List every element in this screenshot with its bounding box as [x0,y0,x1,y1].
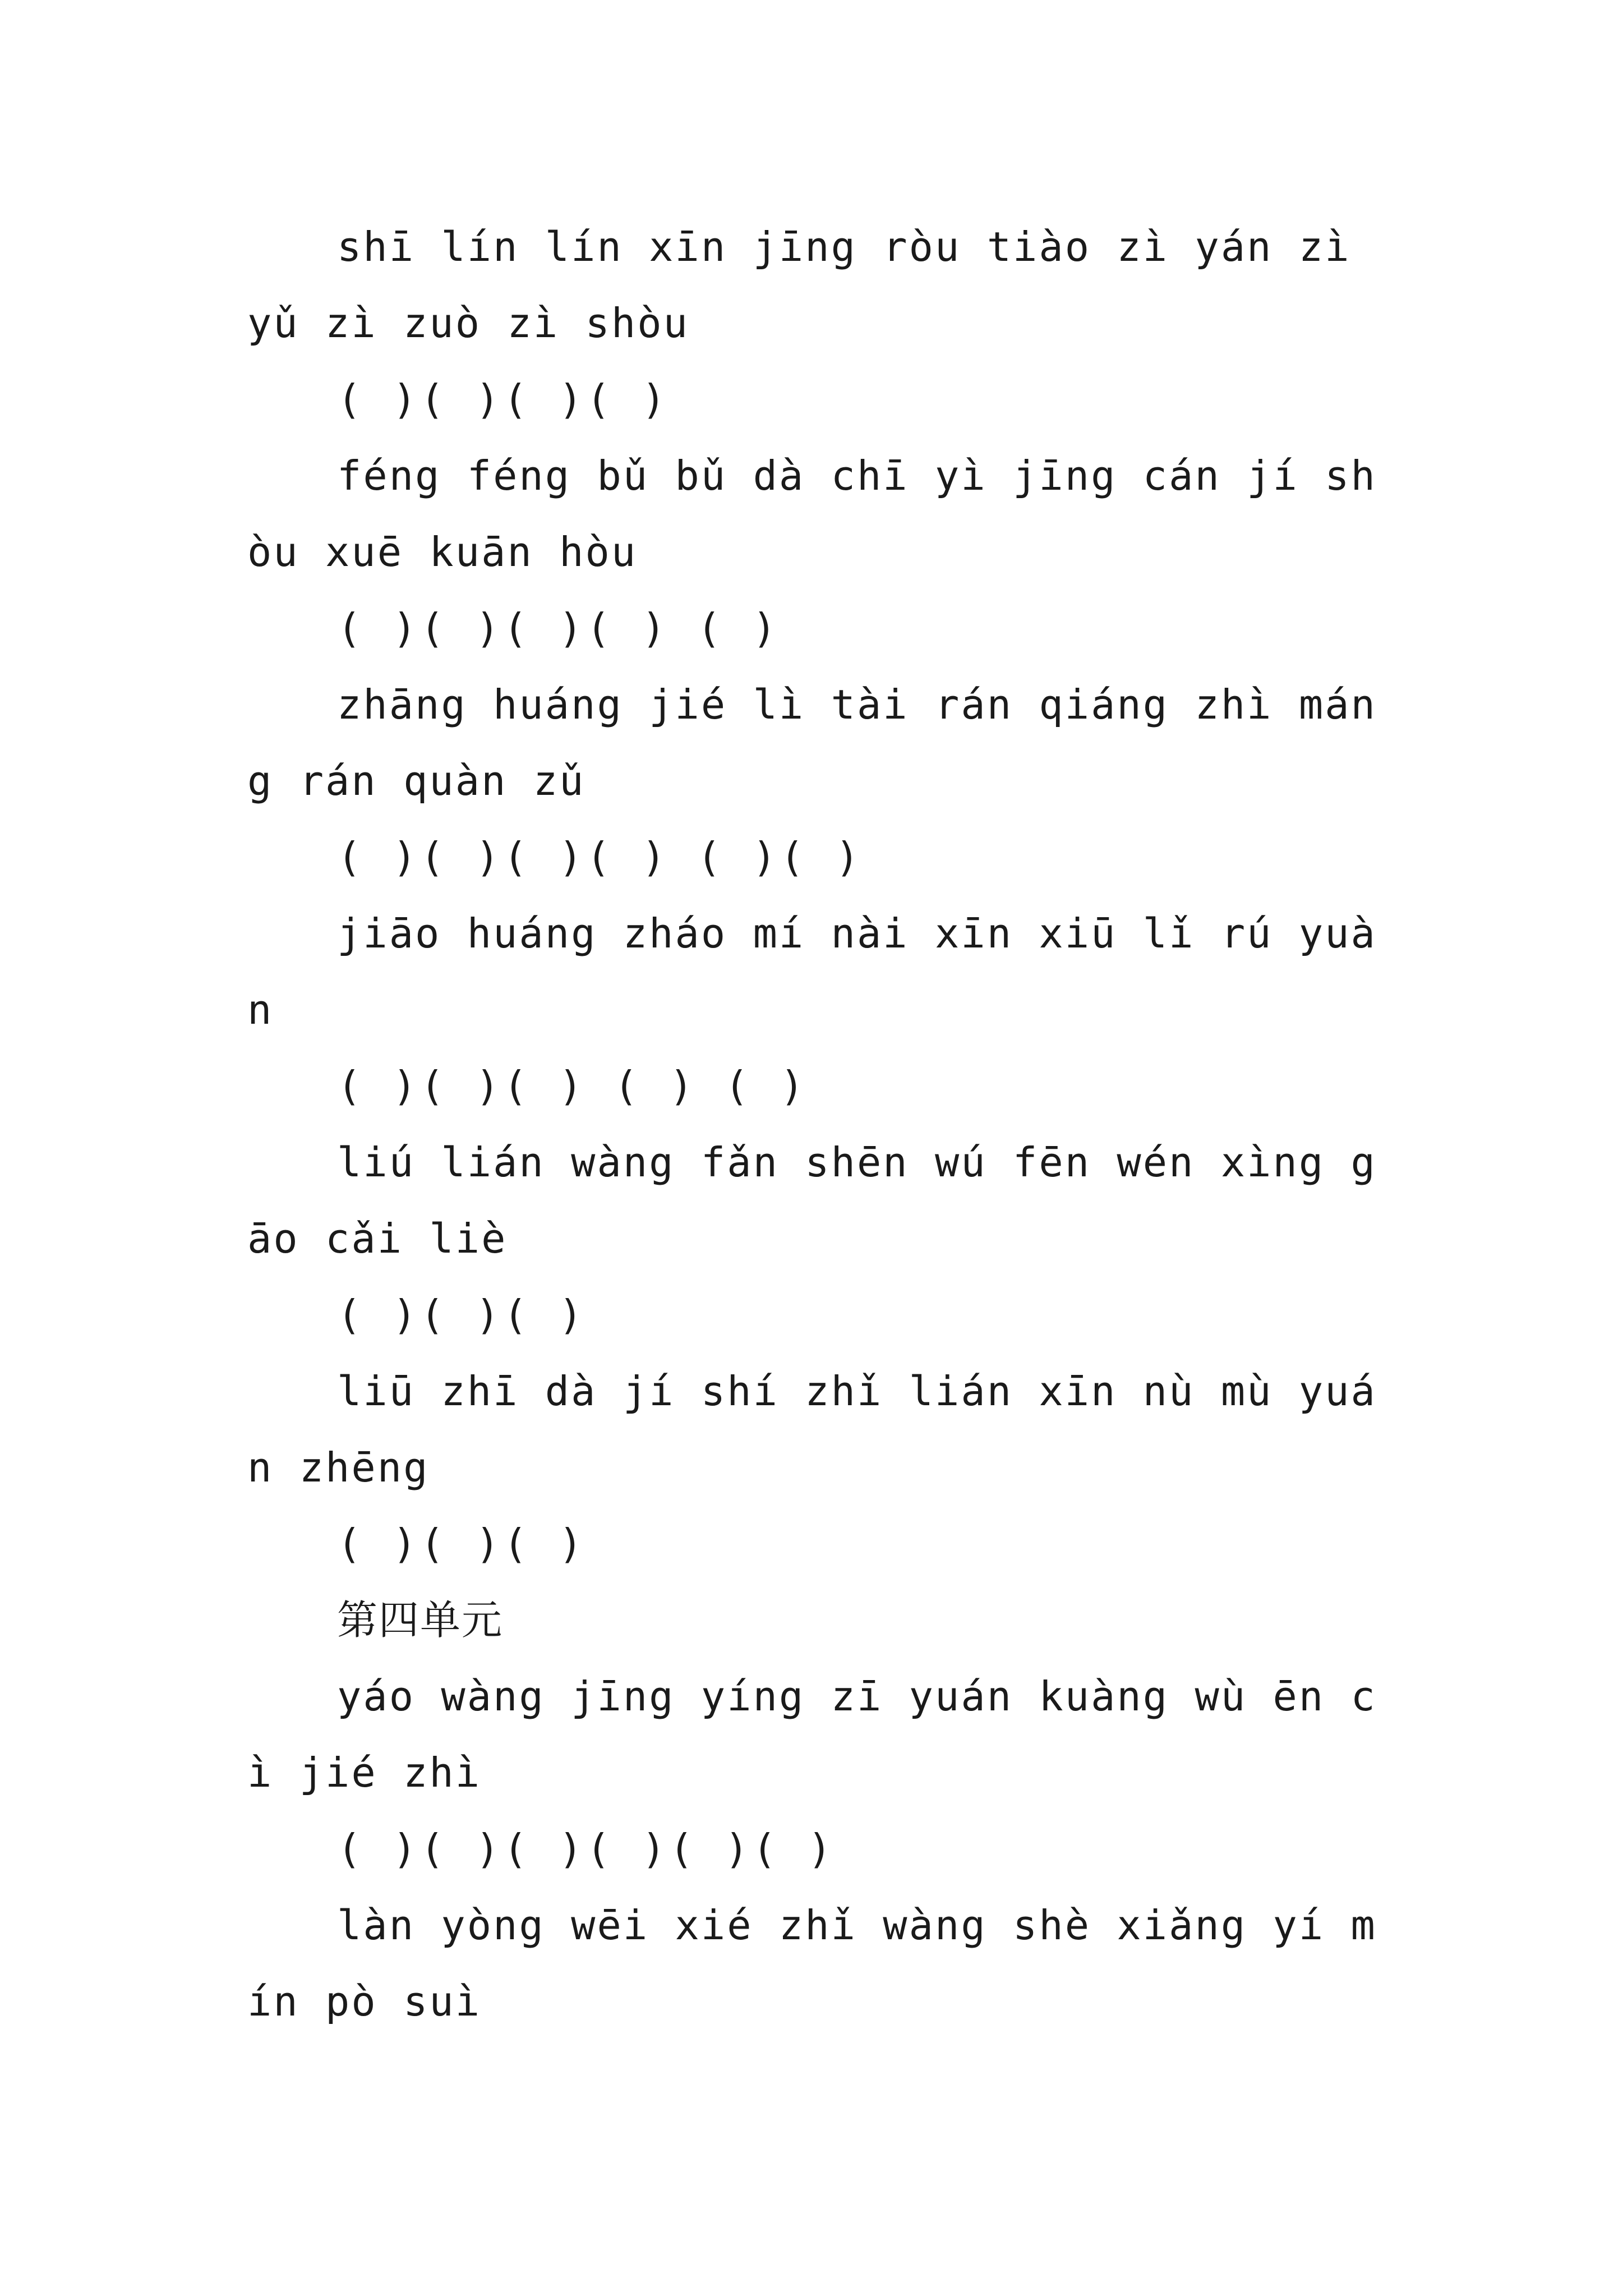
answer-blanks: ( )( )( )( ) ( ) [337,605,780,652]
pinyin-line: yáo wàng jīng yíng zī yuán kuàng wù ēn cì jié zhì [247,1673,1377,1796]
pinyin-line: liú lián wàng fǎn shēn wú fēn wén xìng gāo cǎi liè [247,1139,1377,1262]
answer-blanks: ( )( )( )( ) ( )( ) [337,834,863,881]
pinyin-line: jiāo huáng zháo mí nài xīn xiū lǐ rú yuàn [247,910,1377,1033]
pinyin-line: làn yòng wēi xié zhǐ wàng shè xiǎng yí mín pò suì [247,1902,1377,2025]
answer-blanks: ( )( )( )( ) [337,376,670,423]
pinyin-line: shī lín lín xīn jīng ròu tiào zì yán zì yǔ zì zuò zì shòu [247,223,1377,347]
answer-blanks: ( )( )( ) [337,1520,587,1567]
document-body [247,209,1397,2040]
pinyin-line: zhāng huáng jié lì tài rán qiáng zhì máng rán quàn zǔ [247,681,1377,804]
answer-blanks: ( )( )( ) ( ) ( ) [337,1062,808,1110]
section-heading: 第四单元 [337,1596,504,1644]
pinyin-line: féng féng bǔ bǔ dà chī yì jīng cán jí shòu xuē kuān hòu [247,452,1377,576]
answer-blanks: ( )( )( ) [337,1291,587,1338]
pinyin-line: liū zhī dà jí shí zhǐ lián xīn nù mù yuán zhēng [247,1368,1377,1491]
answer-blanks: ( )( )( )( )( )( ) [337,1825,836,1872]
